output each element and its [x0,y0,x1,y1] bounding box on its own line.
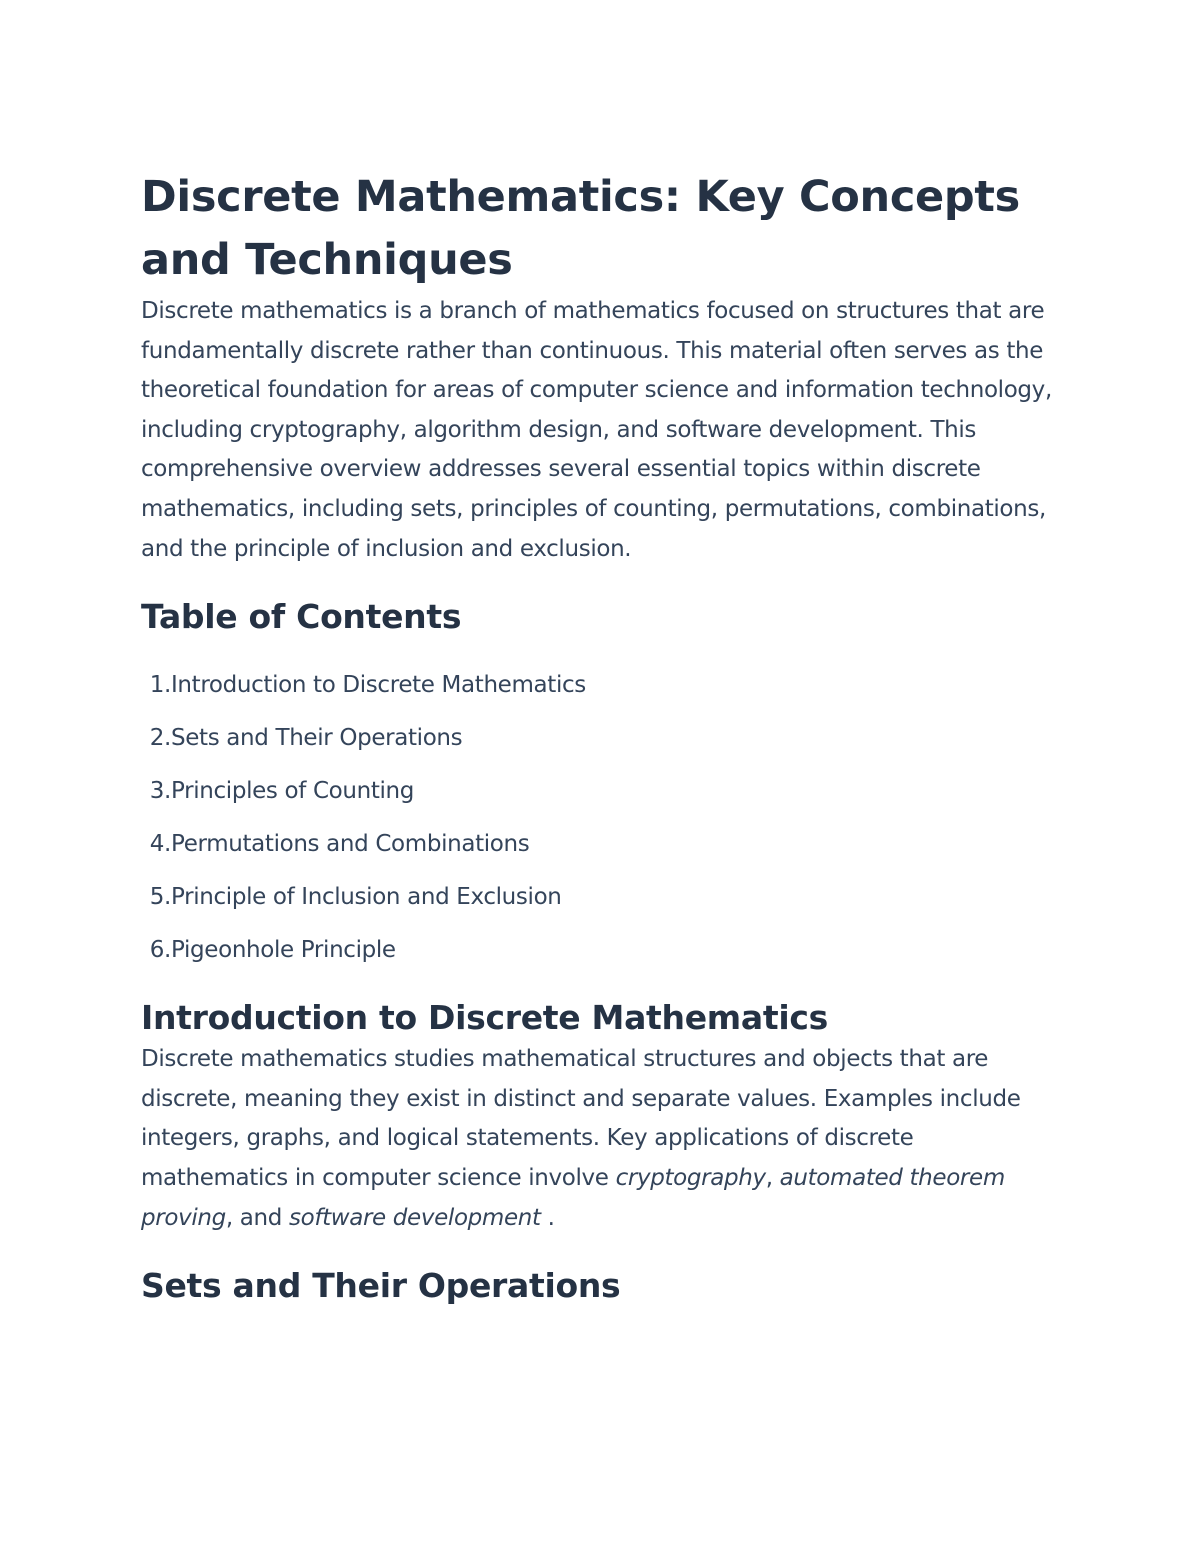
closing-text: . [540,1204,555,1231]
separator-text: , [765,1164,780,1191]
toc-item-number: 1. [149,672,171,699]
toc-item-label: Pigeonhole Principle [171,937,396,964]
section-heading-introduction: Introduction to Discrete Mathematics [141,998,828,1038]
toc-item-label: Sets and Their Operations [171,725,463,752]
toc-item-inclusion-exclusion[interactable] [141,884,1066,937]
separator-text: , and [225,1204,289,1231]
toc-item-number: 6. [149,937,171,964]
document-title: Discrete Mathematics: Key Concepts and Techniques [141,172,1020,285]
toc-item-number: 4. [149,831,171,858]
table-of-contents [141,672,1066,990]
toc-item-introduction[interactable] [141,672,1066,725]
toc-heading: Table of Contents [141,597,462,637]
toc-item-permutations[interactable] [141,831,1066,884]
toc-item-number: 2. [149,725,171,752]
toc-item-counting[interactable] [141,778,1066,831]
emphasis-theorem-proving: automated theorem proving [141,1164,1005,1231]
toc-item-number: 5. [149,884,171,911]
introduction-text: Discrete mathematics studies mathematical structures and objects that are discrete, meaning they exist in distinct and separate values. Examples include integers, graphs, and logical statements. Key applications of discrete mathematics in computer science involve [141,1046,1021,1191]
document-page [141,166,1066,1308]
toc-item-label: Principle of Inclusion and Exclusion [171,884,562,911]
toc-item-sets[interactable] [141,725,1066,778]
introduction-paragraph [141,1040,1066,1238]
emphasis-software-development: software development [288,1204,541,1231]
toc-item-label: Introduction to Discrete Mathematics [171,672,586,699]
section-heading-sets: Sets and Their Operations [141,1266,621,1306]
intro-paragraph: Discrete mathematics is a branch of mathematics focused on structures that are fundamentally discrete rather than continuous. This material often serves as the theoretical foundation for areas of computer science and information technology, including cryptography, algorithm design, and software development. This comprehensive overview addresses several essential topics within discrete mathematics, including sets, principles of counting, permutations, combinations, and the principle of inclusion and exclusion. [141,298,1052,562]
toc-item-number: 3. [149,778,171,805]
toc-item-label: Principles of Counting [171,778,415,805]
emphasis-cryptography: cryptography [615,1164,766,1191]
toc-item-label: Permutations and Combinations [171,831,530,858]
toc-item-pigeonhole[interactable] [141,937,1066,990]
